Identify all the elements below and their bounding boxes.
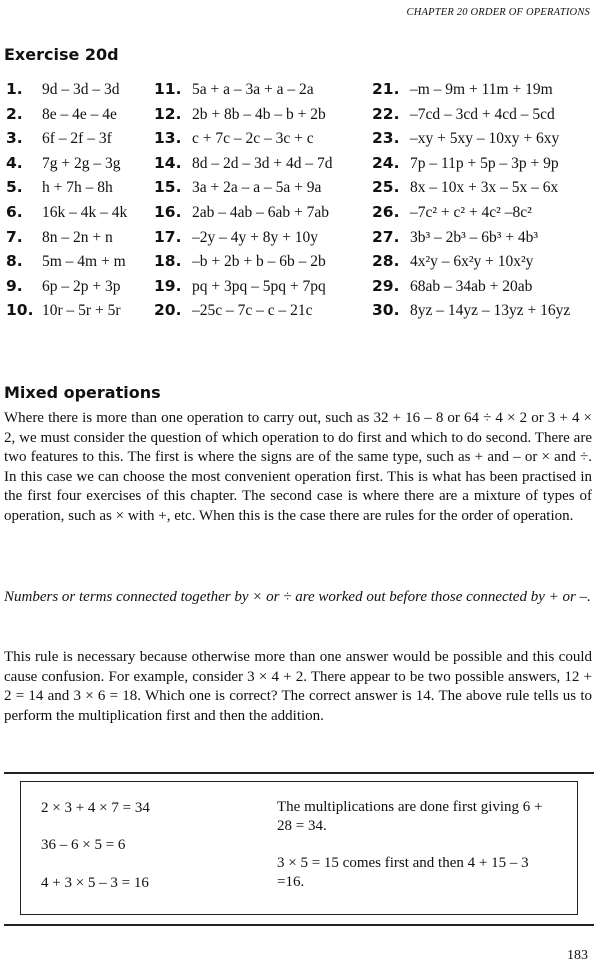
exercise-expression: 68ab – 34ab + 20ab xyxy=(410,277,533,295)
exercise-item xyxy=(6,154,121,173)
exercise-number: 17. xyxy=(154,227,182,246)
exercise-item xyxy=(6,301,120,320)
exercise-row xyxy=(6,80,598,105)
example-explanation-1: The multiplications are done first giving 6 + 28 = 34. xyxy=(277,799,543,834)
exercise-item xyxy=(372,301,570,320)
exercise-number: 5. xyxy=(6,178,23,197)
exercise-number: 4. xyxy=(6,153,23,172)
exercise-number: 28. xyxy=(372,252,400,271)
exercise-row xyxy=(6,203,598,228)
exercise-item xyxy=(6,228,113,247)
exercise-number: 20. xyxy=(154,301,182,320)
exercise-number: 19. xyxy=(154,276,182,295)
exercise-expression: 8n – 2n + n xyxy=(42,228,113,246)
exercise-item xyxy=(154,105,326,124)
exercise-item xyxy=(154,252,326,271)
exercise-item xyxy=(154,178,321,197)
exercise-expression: –2y – 4y + 8y + 10y xyxy=(192,228,318,246)
exercise-expression: 2ab – 4ab – 6ab + 7ab xyxy=(192,203,330,221)
exercise-grid xyxy=(6,80,598,326)
exercise-number: 12. xyxy=(154,104,182,123)
exercise-number: 29. xyxy=(372,276,400,295)
exercise-number: 26. xyxy=(372,202,400,221)
exercise-expression: –xy + 5xy – 10xy + 6xy xyxy=(410,130,560,148)
exercise-item xyxy=(6,252,126,271)
exercise-expression: h + 7h – 8h xyxy=(42,179,113,197)
exercise-item xyxy=(372,178,558,197)
exercise-row xyxy=(6,252,598,277)
exercise-number: 8. xyxy=(6,252,23,271)
exercise-number: 6. xyxy=(6,202,23,221)
exercise-expression: 6p – 2p + 3p xyxy=(42,277,121,295)
exercise-number: 21. xyxy=(372,80,400,98)
exercise-item xyxy=(6,105,117,124)
exercise-title: Exercise 20d xyxy=(4,45,119,64)
example-box-frame xyxy=(4,772,594,926)
example-3: 4 + 3 × 5 – 3 = 16 xyxy=(41,875,149,891)
exercise-item xyxy=(154,301,313,320)
exercise-expression: –b + 2b + b – 6b – 2b xyxy=(192,253,326,271)
exercise-row xyxy=(6,154,598,179)
exercise-expression: c + 7c – 2c – 3c + c xyxy=(192,130,314,148)
exercise-item xyxy=(372,80,553,99)
exercise-number: 11. xyxy=(154,80,182,98)
exercise-item xyxy=(154,129,314,148)
exercise-number: 18. xyxy=(154,252,182,271)
exercise-item xyxy=(372,105,555,124)
exercise-expression: –7c² + c² + 4c² –8c² xyxy=(410,203,532,221)
exercise-expression: 8x – 10x + 3x – 5x – 6x xyxy=(410,179,559,197)
example-2: 36 – 6 × 5 = 6 xyxy=(41,837,126,853)
exercise-expression: 2b + 8b – 4b – b + 2b xyxy=(192,105,326,123)
exercise-expression: –m – 9m + 11m + 19m xyxy=(410,81,553,98)
exercise-expression: 5m – 4m + m xyxy=(42,253,126,271)
exercise-number: 23. xyxy=(372,129,400,148)
exercise-expression: –7cd – 3cd + 4cd – 5cd xyxy=(410,105,555,123)
intro-paragraph: Where there is more than one operation to carry out, such as 32 + 16 – 8 or 64 ÷ 4 × 2 or 3 + 4 × 2, we must consider the question of which operation to do first and which to do second. There are two features to this. The first is where the signs are of the same type, such as + and – or × and ÷. In this case we can choose the most convenient operation first. This is what has been practised in the first four exercises of this chapter. The second case is where there are a mixture of types of operation, such as × with +, etc. When this is the case there are rules for the order of operation. xyxy=(4,410,592,524)
exercise-number: 22. xyxy=(372,104,400,123)
exercise-item xyxy=(372,129,559,148)
exercise-item xyxy=(372,228,538,247)
exercise-item xyxy=(6,80,120,99)
exercise-expression: 3b³ – 2b³ – 6b³ + 4b³ xyxy=(410,228,539,246)
exercise-number: 27. xyxy=(372,227,400,246)
exercise-item xyxy=(154,203,329,222)
exercise-expression: 9d – 3d – 3d xyxy=(42,81,120,98)
exercise-number: 24. xyxy=(372,153,400,172)
example-1: 2 × 3 + 4 × 7 = 34 xyxy=(41,800,150,816)
exercise-number: 13. xyxy=(154,129,182,148)
running-header: CHAPTER 20 ORDER OF OPERATIONS xyxy=(406,7,590,18)
exercise-row xyxy=(6,105,598,130)
exercise-item xyxy=(6,203,127,222)
exercise-number: 2. xyxy=(6,104,23,123)
exercise-number: 15. xyxy=(154,178,182,197)
exercise-item xyxy=(372,277,532,296)
exercise-number: 30. xyxy=(372,301,400,320)
exercise-expression: 4x²y – 6x²y + 10x²y xyxy=(410,253,534,271)
exercise-expression: 10r – 5r + 5r xyxy=(42,302,121,320)
explanation-paragraph: This rule is necessary because otherwise more than one answer would be possible and this could cause confusion. For example, consider 3 × 4 + 2. There appear to be two possible answers, 12 + 2 = 14 and 3 × 6 = 18. Which one is correct? The correct answer is 14. The above rule tells us to perform the multiplication first and then the addition. xyxy=(4,649,592,724)
section-title: Mixed operations xyxy=(4,383,161,402)
exercise-number: 16. xyxy=(154,202,182,221)
exercise-item xyxy=(6,129,112,148)
exercise-item xyxy=(154,277,326,296)
exercise-item xyxy=(154,228,318,247)
page-number: 183 xyxy=(567,948,588,963)
exercise-item xyxy=(6,178,113,197)
exercise-expression: 8e – 4e – 4e xyxy=(42,105,117,123)
exercise-item xyxy=(6,277,121,296)
exercise-item xyxy=(372,154,559,173)
exercise-expression: 5a + a – 3a + a – 2a xyxy=(192,81,314,98)
exercise-number: 25. xyxy=(372,178,400,197)
exercise-number: 14. xyxy=(154,153,182,172)
exercise-number: 9. xyxy=(6,276,23,295)
rule-statement: Numbers or terms connected together by × or ÷ are worked out before those connected by + or –. xyxy=(4,589,591,605)
exercise-expression: 7g + 2g – 3g xyxy=(42,154,121,172)
exercise-item xyxy=(372,252,533,271)
exercise-row xyxy=(6,129,598,154)
exercise-number: 1. xyxy=(6,80,23,98)
exercise-item xyxy=(154,154,333,173)
example-explanation-2: 3 × 5 = 15 comes first and then 4 + 15 – 3 =16. xyxy=(277,855,529,890)
exercise-expression: 16k – 4k – 4k xyxy=(42,203,128,221)
exercise-row xyxy=(6,277,598,302)
exercise-expression: 7p – 11p + 5p – 3p + 9p xyxy=(410,154,559,172)
exercise-item xyxy=(154,80,314,99)
example-box xyxy=(20,781,578,915)
exercise-expression: 3a + 2a – a – 5a + 9a xyxy=(192,179,322,197)
exercise-row xyxy=(6,178,598,203)
exercise-expression: –25c – 7c – c – 21c xyxy=(192,302,313,320)
exercise-row xyxy=(6,228,598,253)
exercise-expression: 6f – 2f – 3f xyxy=(42,130,112,148)
exercise-number: 7. xyxy=(6,227,23,246)
exercise-expression: 8d – 2d – 3d + 4d – 7d xyxy=(192,154,333,172)
exercise-expression: pq + 3pq – 5pq + 7pq xyxy=(192,277,326,295)
exercise-number: 10. xyxy=(6,301,34,320)
exercise-number: 3. xyxy=(6,129,23,148)
exercise-expression: 8yz – 14yz – 13yz + 16yz xyxy=(410,302,571,320)
exercise-item xyxy=(372,203,532,222)
exercise-row xyxy=(6,301,598,326)
